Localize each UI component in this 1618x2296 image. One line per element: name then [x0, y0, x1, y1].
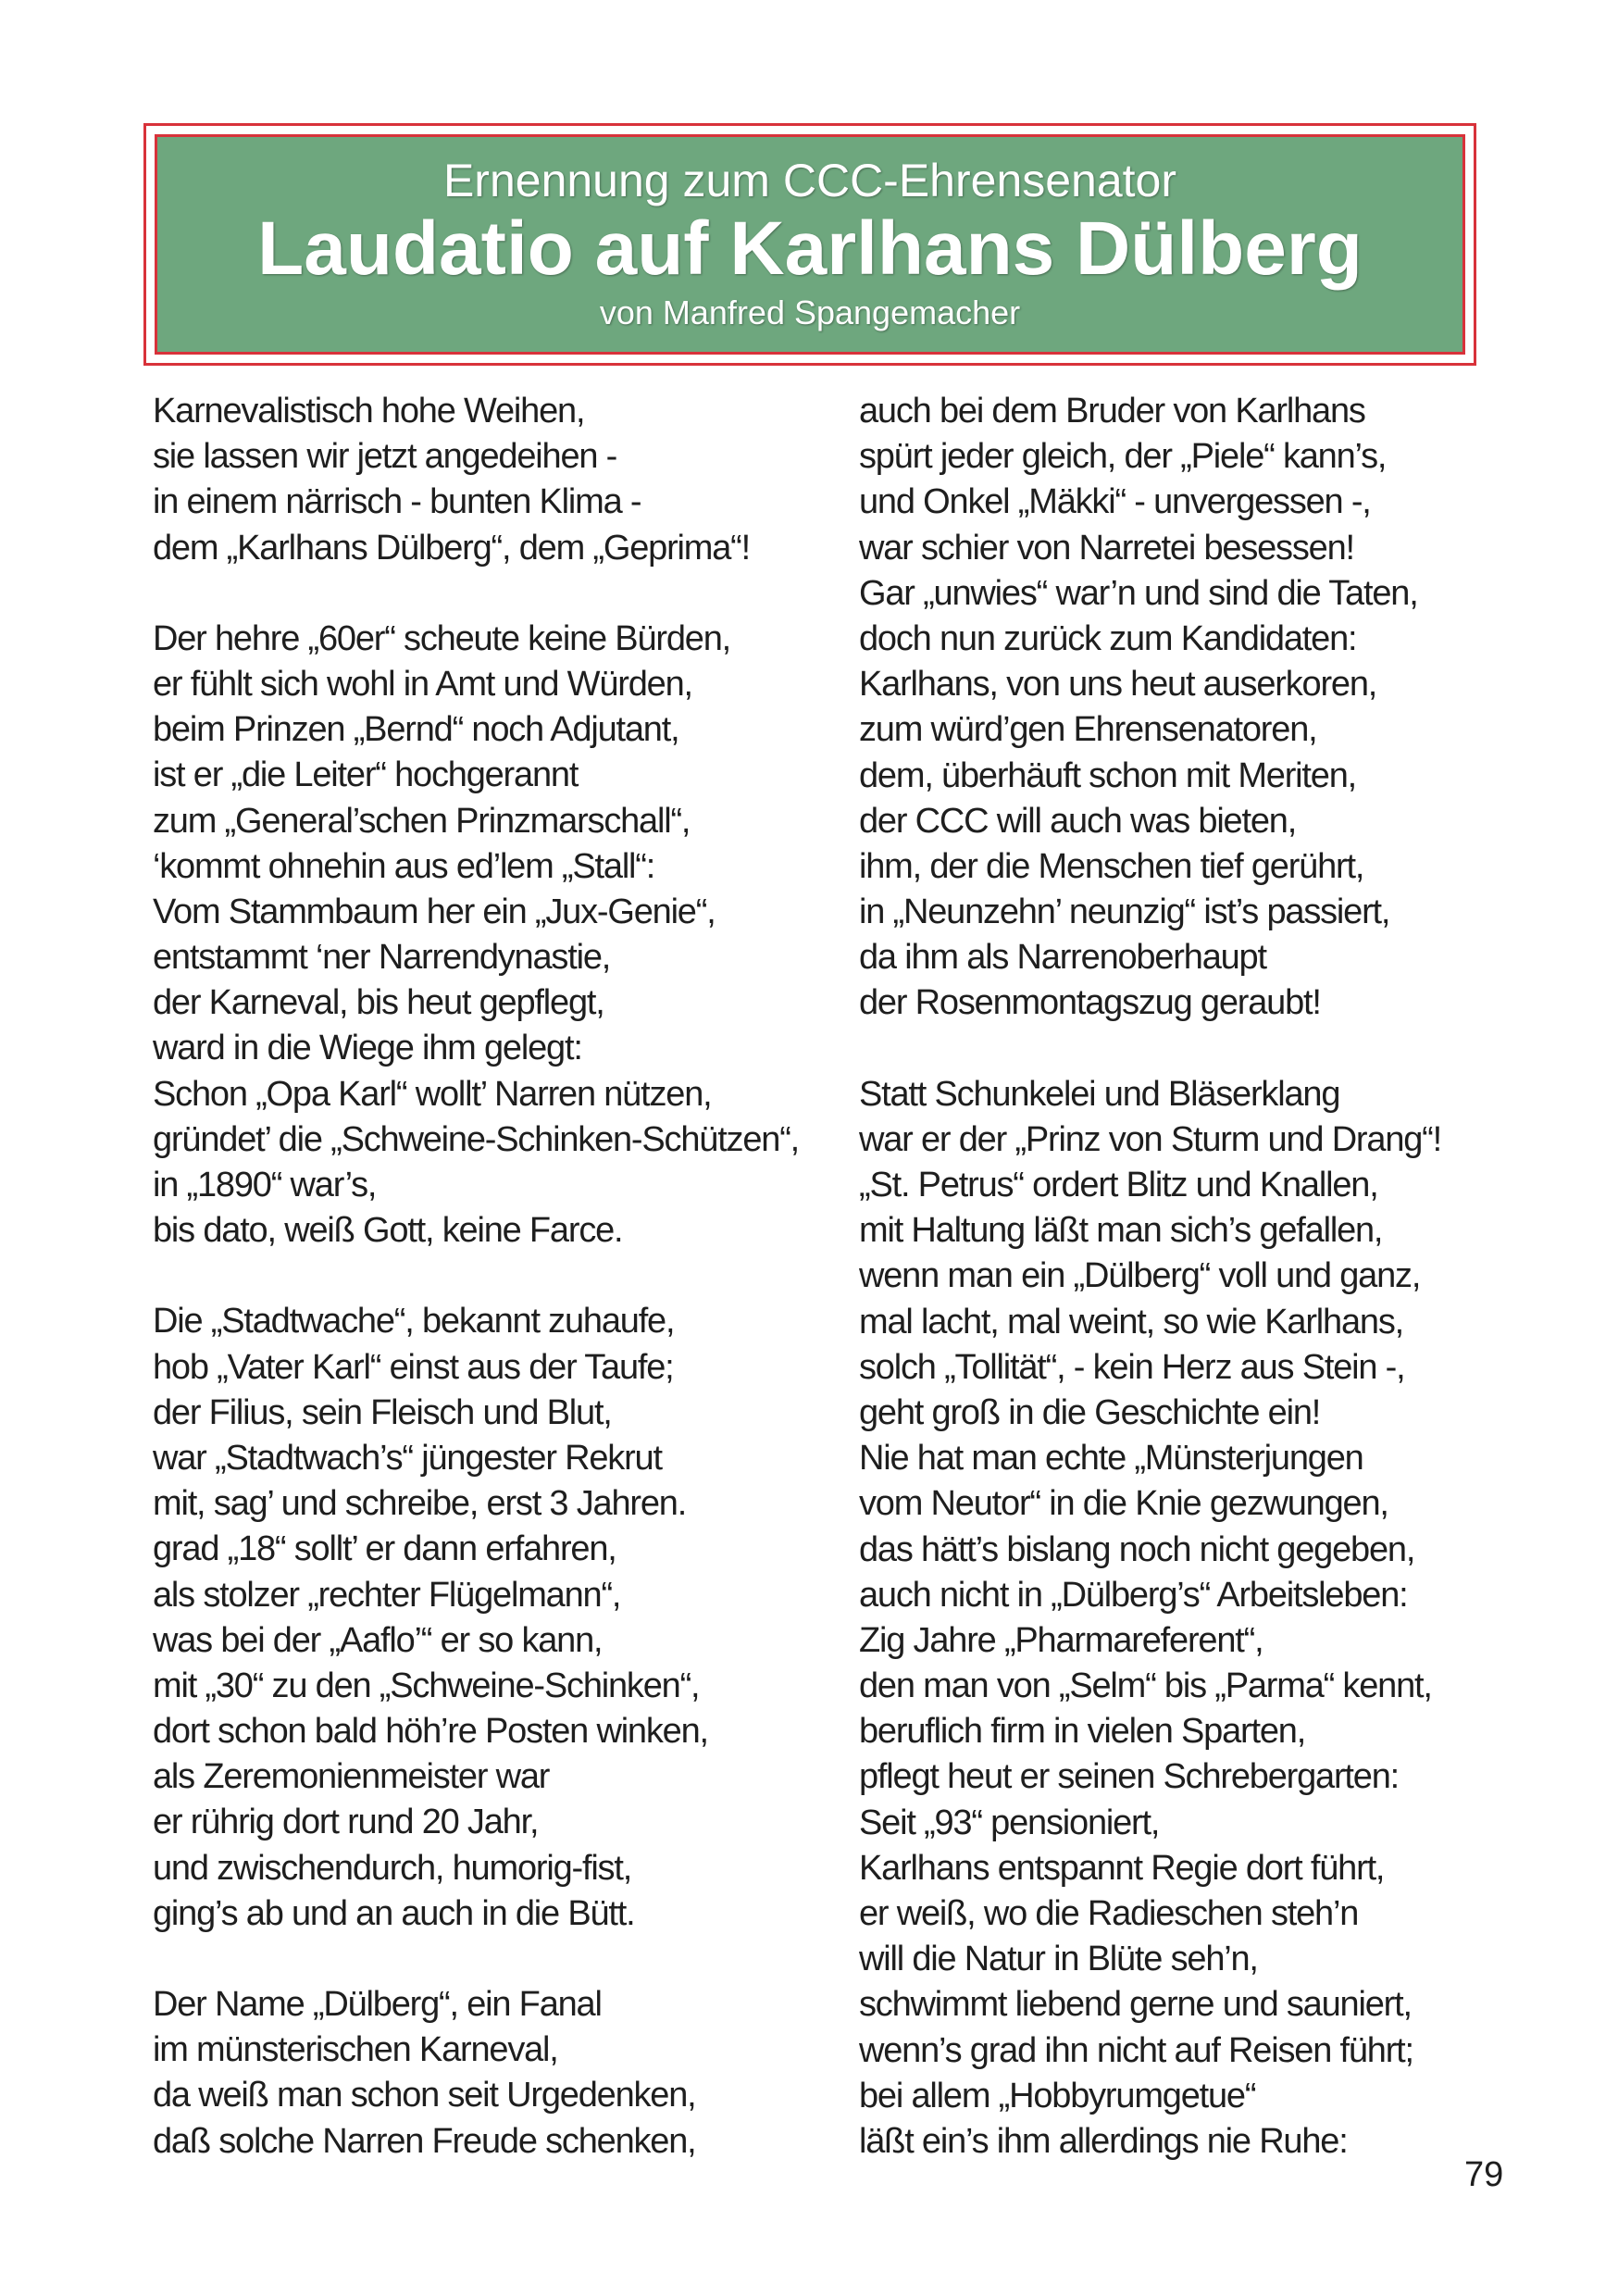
- poem-column-left: [153, 389, 856, 2210]
- poem-line: sie lassen wir jetzt angedeihen -: [153, 437, 617, 477]
- poem-line: der Karneval, bis heut gepflegt,: [153, 983, 604, 1023]
- poem-line: Statt Schunkelei und Bläserklang: [859, 1074, 1340, 1114]
- poem-line: da ihm als Narrenoberhaupt: [859, 938, 1266, 978]
- header-kicker: Ernennung zum CCC-Ehrensenator: [442, 155, 1177, 206]
- page-title: Laudatio auf Karlhans Dülberg: [257, 206, 1363, 291]
- poem-line: doch nun zurück zum Kandidaten:: [859, 618, 1357, 658]
- poem-line: Karlhans, von uns heut auserkoren,: [859, 665, 1377, 705]
- poem-stanza: [859, 389, 1451, 1027]
- poem-line: in „Neunzehn’ neunzig“ ist’s passiert,: [859, 892, 1390, 932]
- poem-line: Gar „unwies“ war’n und sind die Taten,: [859, 573, 1418, 613]
- header-banner: [155, 134, 1465, 355]
- poem-stanza: [153, 1299, 856, 1937]
- poem-stanza: [153, 1982, 856, 2165]
- poem-line: Zig Jahre „Pharmareferent“,: [859, 1620, 1263, 1660]
- poem-line: er rührig dort rund 20 Jahr,: [153, 1803, 539, 1842]
- poem-line: dort schon bald höh’re Posten winken,: [153, 1712, 708, 1752]
- poem-line: solch „Tollität“, - kein Herz aus Stein -,: [859, 1347, 1405, 1387]
- poem-line: was bei der „Aaflo’“ er so kann,: [153, 1620, 603, 1660]
- poem-line: in „1890“ war’s,: [153, 1166, 377, 1204]
- poem-line: Der hehre „60er“ scheute keine Bürden,: [153, 618, 731, 658]
- poem-line: mit Haltung läßt man sich’s gefallen,: [859, 1211, 1383, 1251]
- poem-line: als Zeremonienmeister war: [153, 1757, 550, 1797]
- poem-line: schwimmt liebend gerne und sauniert,: [859, 1985, 1412, 2025]
- poem-line: das hätt’s bislang noch nicht gegeben,: [859, 1529, 1415, 1569]
- poem-line: Karlhans entspannt Regie dort führt,: [859, 1848, 1385, 1888]
- poem-line: im münsterischen Karneval,: [153, 2030, 558, 2070]
- poem-line: pflegt heut er seinen Schrebergarten:: [859, 1757, 1400, 1797]
- poem-line: ward in die Wiege ihm gelegt:: [153, 1029, 582, 1068]
- poem-line: geht groß in die Geschichte ein!: [859, 1392, 1321, 1432]
- page-number: 79: [1464, 2155, 1504, 2194]
- poem-line: war „Stadtwach’s“ jüngester Rekrut: [153, 1438, 662, 1478]
- poem-line: ging’s ab und an auch in die Bütt.: [153, 1893, 635, 1933]
- poem-line: mit, sag’ und schreibe, erst 3 Jahren.: [153, 1484, 687, 1524]
- poem-line: in einem närrisch - bunten Klima -: [153, 482, 641, 522]
- poem-stanza: [153, 389, 856, 571]
- poem-line: Der Name „Dülberg“, ein Fanal: [153, 1985, 602, 2024]
- poem-line: zum „General’schen Prinzmarschall“,: [153, 801, 691, 841]
- author-line: von Manfred Spangemacher: [599, 293, 1021, 331]
- poem-line: läßt ein’s ihm allerdings nie Ruhe:: [859, 2121, 1348, 2161]
- poem-line: den man von „Selm“ bis „Parma“ kennt,: [859, 1666, 1432, 1706]
- poem-line: ‘kommt ohnehin aus ed’lem „Stall“:: [153, 846, 655, 886]
- poem-line: ist er „die Leiter“ hochgerannt: [153, 755, 579, 795]
- poem-line: „St. Petrus“ ordert Blitz und Knallen,: [859, 1166, 1378, 1204]
- poem-line: Karnevalistisch hohe Weihen,: [153, 392, 585, 430]
- poem-line: Schon „Opa Karl“ wollt’ Narren nützen,: [153, 1074, 712, 1114]
- poem-line: der CCC will auch was bieten,: [859, 801, 1297, 841]
- poem-line: Seit „93“ pensioniert,: [859, 1803, 1160, 1842]
- poem-line: beim Prinzen „Bernd“ noch Adjutant,: [153, 710, 679, 750]
- poem-line: dem „Karlhans Dülberg“, dem „Geprima“!: [153, 528, 750, 568]
- poem-line: bei allem „Hobbyrumgetue“: [859, 2076, 1256, 2115]
- poem-line: wenn’s grad ihn nicht auf Reisen führt;: [859, 2030, 1413, 2070]
- poem-line: daß solche Narren Freude schenken,: [153, 2121, 696, 2161]
- poem-line: mit „30“ zu den „Schweine-Schinken“,: [153, 1666, 700, 1705]
- poem-line: spürt jeder gleich, der „Piele“ kann’s,: [859, 437, 1387, 477]
- poem-line: vom Neutor“ in die Knie gezwungen,: [859, 1484, 1388, 1524]
- poem-line: grad „18“ sollt’ er dann erfahren,: [153, 1529, 616, 1569]
- poem-line: er fühlt sich wohl in Amt und Würden,: [153, 664, 692, 704]
- poem-line: gründet’ die „Schweine-Schinken-Schützen“,: [153, 1119, 800, 1159]
- poem-line: ihm, der die Menschen tief gerührt,: [859, 846, 1364, 886]
- poem-line: und Onkel „Mäkki“ - unvergessen -,: [859, 482, 1371, 522]
- poem-line: war er der „Prinz von Sturm und Drang“!: [859, 1119, 1441, 1159]
- poem-line: er weiß, wo die Radieschen steh’n: [859, 1894, 1359, 1933]
- poem-line: Die „Stadtwache“, bekannt zuhaufe,: [153, 1302, 675, 1341]
- poem-line: mal lacht, mal weint, so wie Karlhans,: [859, 1302, 1403, 1341]
- poem-line: auch nicht in „Dülberg’s“ Arbeitsleben:: [859, 1575, 1408, 1615]
- poem-line: auch bei dem Bruder von Karlhans: [859, 392, 1365, 430]
- poem-column-right: [859, 389, 1451, 2210]
- poem-line: der Filius, sein Fleisch und Blut,: [153, 1392, 612, 1432]
- poem-stanza: [859, 1072, 1451, 2165]
- poem-stanza: [153, 617, 856, 1254]
- poem-line: dem, überhäuft schon mit Meriten,: [859, 755, 1357, 795]
- poem-line: war schier von Narretei besessen!: [859, 528, 1354, 568]
- poem-line: da weiß man schon seit Urgedenken,: [153, 2076, 696, 2115]
- poem-line: beruflich firm in vielen Sparten,: [859, 1712, 1306, 1752]
- poem-line: als stolzer „rechter Flügelmann“,: [153, 1575, 621, 1615]
- header-box: [143, 123, 1476, 366]
- poem-line: Nie hat man echte „Münsterjungen: [859, 1439, 1363, 1479]
- poem-line: bis dato, weiß Gott, keine Farce.: [153, 1211, 623, 1251]
- poem-line: zum würd’gen Ehrensenatoren,: [859, 710, 1317, 750]
- poem-line: hob „Vater Karl“ einst aus der Taufe;: [153, 1347, 674, 1387]
- poem-line: wenn man ein „Dülberg“ voll und ganz,: [859, 1256, 1421, 1296]
- poem-line: entstammt ‘ner Narrendynastie,: [153, 938, 611, 978]
- poem-line: und zwischendurch, humorig-fist,: [153, 1848, 632, 1888]
- poem-line: Vom Stammbaum her ein „Jux-Genie“,: [153, 892, 716, 931]
- poem-line: der Rosenmontagszug geraubt!: [859, 983, 1321, 1023]
- poem-line: will die Natur in Blüte seh’n,: [859, 1940, 1258, 1979]
